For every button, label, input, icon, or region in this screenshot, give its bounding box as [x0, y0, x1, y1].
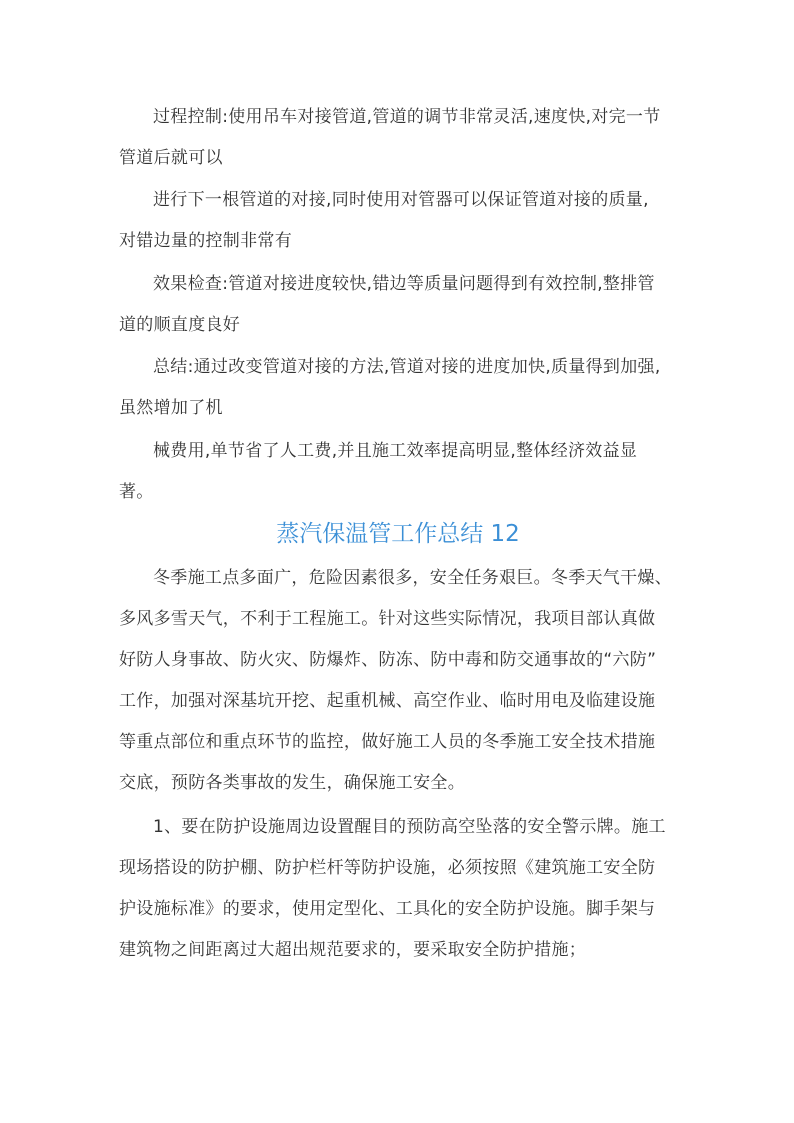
text-line: 械费用,单节省了人工费,并且施工效率提高明显,整体经济效益显: [153, 441, 638, 461]
paragraph-process-control: [119, 97, 677, 179]
text-line: 效果检查:管道对接进度较快,错边等质量问题得到有效控制,整排管: [153, 274, 655, 294]
text-line: 虽然增加了机: [119, 398, 223, 418]
text-line: 对错边量的控制非常有: [119, 231, 292, 251]
text-line: 过程控制:使用吊车对接管道,管道的调节非常灵活,速度快,对完一节: [153, 107, 661, 127]
text-line: 交底，预防各类事故的发生，确保施工安全。: [119, 773, 465, 793]
paragraph-summary: [119, 347, 677, 429]
text-line: 总结:通过改变管道对接的方法,管道对接的进度加快,质量得到加强,: [153, 357, 661, 377]
text-line: 冬季施工点多面广，危险因素很多，安全任务艰巨。冬季天气干燥、: [153, 568, 672, 588]
text-line: 等重点部位和重点环节的监控，做好施工人员的冬季施工安全技术措施: [119, 732, 656, 752]
paragraph-safety-measures: [119, 807, 677, 971]
paragraph-effect-check: [119, 264, 677, 346]
text-line: 1、要在防护设施周边设置醒目的预防高空坠落的安全警示牌。施工: [153, 817, 666, 837]
text-line: 多风多雪天气，不利于工程施工。针对这些实际情况，我项目部认真做: [119, 609, 656, 629]
text-line: 现场搭设的防护棚、防护栏杆等防护设施，必须按照《建筑施工安全防: [119, 858, 656, 878]
text-line: 护设施标准》的要求，使用定型化、工具化的安全防护设施。脚手架与: [119, 899, 656, 919]
text-line: 管道后就可以: [119, 148, 223, 168]
section-title: 蒸汽保温管工作总结 12: [276, 521, 520, 547]
text-line: 好防人身事故、防火灾、防爆炸、防冻、防中毒和防交通事故的“六防”: [119, 650, 657, 670]
text-line: 进行下一根管道的对接,同时使用对管器可以保证管道对接的质量,: [153, 190, 649, 210]
text-line: 道的顺直度良好: [119, 315, 241, 335]
paragraph-winter-construction: [119, 558, 677, 804]
paragraph-cost: [119, 431, 677, 513]
text-line: 工作，加强对深基坑开挖、起重机械、高空作业、临时用电及临建设施: [119, 691, 656, 711]
text-line: 著。: [119, 482, 154, 502]
text-line: 建筑物之间距离过大超出规范要求的，要采取安全防护措施；: [119, 940, 587, 960]
paragraph-next-pipe: [119, 180, 677, 262]
